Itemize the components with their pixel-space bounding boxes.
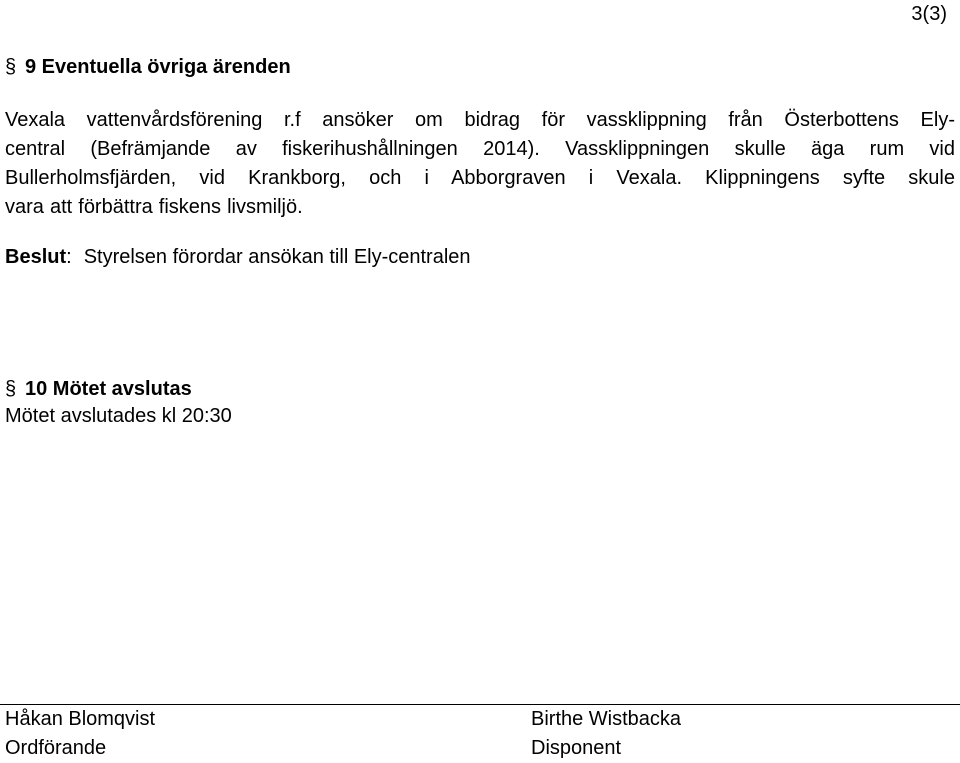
section-symbol: § bbox=[5, 378, 17, 400]
signature-right bbox=[531, 705, 681, 763]
paragraph-line: central (Befrämjande av fiskerihushållningen 2014). Vassklippningen skulle äga rum vid bbox=[5, 138, 955, 160]
signature-left bbox=[5, 705, 155, 763]
signature-name: Birthe Wistbacka bbox=[531, 708, 682, 730]
decision-text: Styrelsen förordar ansökan till Ely-centralen bbox=[83, 246, 471, 268]
paragraph-line: vara att förbättra fiskens livsmiljö. bbox=[5, 196, 303, 218]
section-symbol: § bbox=[5, 56, 17, 78]
section-10-title: 10 Mötet avslutas bbox=[25, 378, 192, 400]
decision-colon: : bbox=[66, 246, 72, 268]
closing-text: Mötet avslutades kl 20:30 bbox=[5, 405, 232, 427]
section-10-heading bbox=[5, 377, 192, 401]
signature-name: Håkan Blomqvist bbox=[5, 708, 156, 730]
section-9-title: 9 Eventuella övriga ärenden bbox=[25, 56, 291, 78]
signature-role: Disponent bbox=[531, 737, 622, 759]
section-9-heading bbox=[5, 55, 291, 79]
paragraph-line: Vexala vattenvårdsförening r.f ansöker om bidrag för vassklippning från Österbottens Ely- bbox=[5, 109, 955, 131]
decision bbox=[5, 243, 471, 272]
page-number: 3(3) bbox=[911, 3, 947, 25]
paragraph-line: Bullerholmsfjärden, vid Krankborg, och i Abborgraven i Vexala. Klippningens syfte skule bbox=[5, 167, 955, 189]
decision-label: Beslut bbox=[5, 246, 67, 268]
section-9-paragraph bbox=[5, 106, 955, 222]
signature-role: Ordförande bbox=[5, 737, 107, 759]
